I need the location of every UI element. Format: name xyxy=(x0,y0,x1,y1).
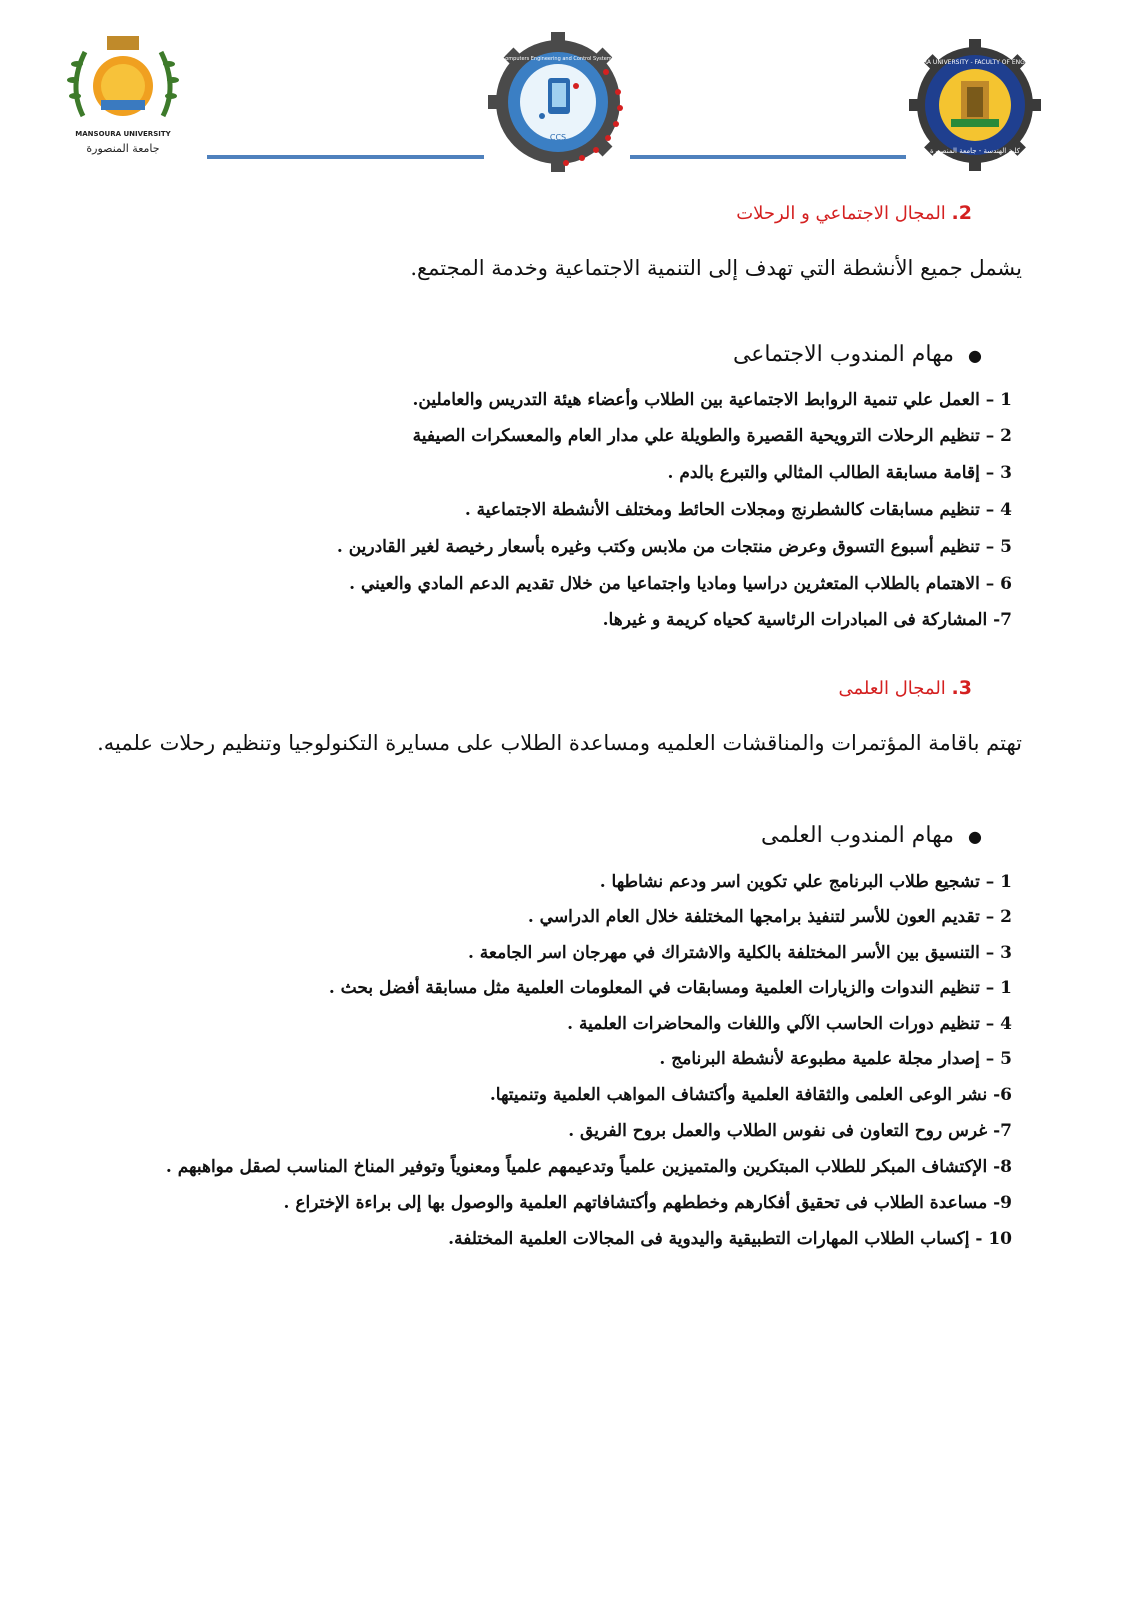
list-item: 4 – تنظيم دورات الحاسب الآلي واللغات والمحاضرات العلمية . xyxy=(567,1014,1012,1034)
list-item: 9- مساعدة الطلاب فى تحقيق أفكارهم وخططهم وأكتشافاتهم العلمية والوصول بها إلى براءة الإختراع . xyxy=(283,1193,1012,1213)
list-item: 7- المشاركة فى المبادرات الرئاسية كحياه كريمة و غيرها. xyxy=(602,610,1012,630)
program-logo-text: Computers Engineering and Control Systems xyxy=(501,56,615,62)
header-divider-right xyxy=(630,155,906,159)
list-item: 2 – تقديم العون للأسر لتنفيذ برامجها المختلفة خلال العام الدراسي . xyxy=(527,907,1012,927)
list-item: 7- غرس روح التعاون فى نفوس الطلاب والعمل بروح الفريق . xyxy=(568,1121,1012,1141)
faculty-of-engineering-logo xyxy=(896,40,1054,170)
faculty-logo-arabic-text: كلية الهندسة - جامعة المنصورة xyxy=(930,147,1020,155)
section3-title: المجال العلمى xyxy=(838,678,946,699)
bullet-icon: ● xyxy=(968,346,982,365)
list-item: 1 – تشجيع طلاب البرنامج علي تكوين اسر ودعم نشاطها . xyxy=(599,872,1012,892)
list-item: 3 – إقامة مسابقة الطالب المثالي والتبرع بالدم . xyxy=(667,463,1012,483)
header-divider-left xyxy=(207,155,484,159)
list-item: 5 – إصدار مجلة علمية مطبوعة لأنشطة البرنامج . xyxy=(659,1049,1012,1069)
program-logo xyxy=(488,30,628,175)
mansoura-logo-arabic-text: جامعة المنصورة xyxy=(86,142,160,155)
list-item: 6- نشر الوعى العلمى والثقافة العلمية وأكتشاف المواهب العلمية وتنميتها. xyxy=(489,1085,1012,1105)
section2-heading xyxy=(736,202,972,224)
list-item: 10 - إكساب الطلاب المهارات التطبيقية واليدوية فى المجالات العلمية المختلفة. xyxy=(448,1229,1012,1249)
list-item: 1 – تنظيم الندوات والزيارات العلمية ومسابقات في المعلومات العلمية مثل مسابقة أفضل بحث . xyxy=(328,978,1012,998)
section2-title: المجال الاجتماعي و الرحلات xyxy=(736,203,946,224)
section3-bullet-heading xyxy=(761,823,982,848)
mansoura-logo-text: MANSOURA UNIVERSITY xyxy=(75,130,171,138)
list-item: 1 – العمل علي تنمية الروابط الاجتماعية بين الطلاب وأعضاء هيئة التدريس والعاملين. xyxy=(412,390,1012,410)
section2-intro: يشمل جميع الأنشطة التي تهدف إلى التنمية الاجتماعية وخدمة المجتمع. xyxy=(410,256,1022,280)
bullet-icon: ● xyxy=(968,827,982,846)
list-item: 4 – تنظيم مسابقات كالشطرنج ومجلات الحائط ومختلف الأنشطة الاجتماعية . xyxy=(464,500,1012,520)
section2-number: 2. xyxy=(951,202,972,224)
list-item: 2 – تنظيم الرحلات الترويحية القصيرة والطويلة علي مدار العام والمعسكرات الصيفية xyxy=(412,426,1012,446)
section3-number: 3. xyxy=(951,677,972,699)
list-item: 6 – الاهتمام بالطلاب المتعثرين دراسيا وماديا واجتماعيا من خلال تقديم الدعم المادي والعيني . xyxy=(349,574,1012,594)
program-logo-abbr: CCS xyxy=(549,133,567,142)
list-item: 8- الإكتشاف المبكر للطلاب المبتكرين والمتميزين علمياً وتدعيمهم علمياً ومعنوياً وتوفير المناخ المناسب لصقل مواهبهم . xyxy=(165,1157,1012,1177)
section3-intro: تهتم باقامة المؤتمرات والمناقشات العلميه ومساعدة الطلاب على مسايرة التكنولوجيا وتنظيم رحلات علميه. xyxy=(97,731,1022,755)
faculty-logo-text: MANSOURA UNIVERSITY - FACULTY OF ENGINEERING xyxy=(896,59,1054,66)
list-item: 3 – التنسيق بين الأسر المختلفة بالكلية والاشتراك في مهرجان اسر الجامعة . xyxy=(467,943,1012,963)
section2-bullet-title: مهام المندوب الاجتماعى xyxy=(732,342,955,367)
section3-heading xyxy=(838,677,972,699)
section2-bullet-heading xyxy=(733,342,982,367)
mansoura-university-logo xyxy=(60,24,186,162)
section3-bullet-title: مهام المندوب العلمى xyxy=(760,823,955,848)
list-item: 5 – تنظيم أسبوع التسوق وعرض منتجات من ملابس وكتب وغيره بأسعار رخيصة لغير القادرين . xyxy=(336,537,1012,557)
